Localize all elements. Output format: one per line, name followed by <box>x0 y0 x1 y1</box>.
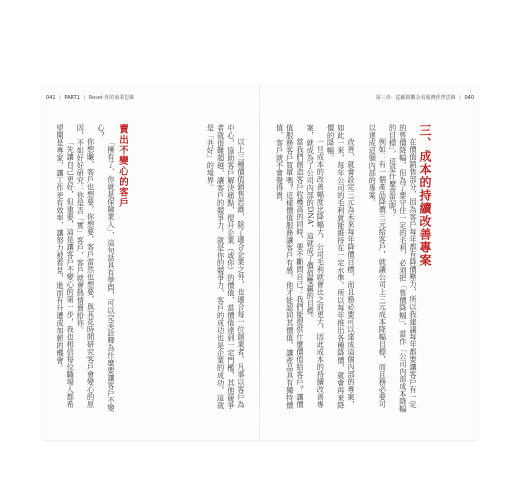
left-page-body <box>142 124 246 414</box>
part-label: PART1 <box>64 95 80 101</box>
paragraph: 例如：有一個產品降價三元給客戶，就讓公司上三元成本降幅目標，而且務必要可以達成這個內部的專案。 <box>368 124 388 409</box>
paragraph: 改善，就會設定三元為未來每年降價目標，而且務必要可以達成這個內部的專案，如此一來，每年公司的毛利就能維持在一定水準。所以每年推出各種降價，就會再來降價的降幅。 <box>326 124 356 409</box>
header-separator: | <box>83 95 86 101</box>
part-title: Reset 你的商業思維 <box>88 95 135 101</box>
book-gutter <box>259 84 260 440</box>
right-page-section <box>366 124 432 414</box>
paragraph: 「擁有了，你就是保險業人」，這句話具有學問，可以完美詮釋為什麼要讓客戶不變心？ <box>96 124 116 413</box>
left-page-header <box>46 92 134 104</box>
header-separator: | <box>59 95 61 101</box>
paragraph: 當我們創造客戶收穫高的同時，要不斷問自己：我們能提供什麼價值給客戶？讓價值服務客戶買單嗎？這樣價值服務讓客戶有感，他才能認同其價值，讓產品具有獨特價值，客戶就不會覺得貴。 <box>275 124 305 409</box>
book-spread <box>42 84 478 440</box>
paragraph: 你想賺，客戶也想要，你想要，客戶當然也想要，與其花時間研究客戶會變心的原因，不如好好研究：你是否「實」客戶，客戶就會熱情賣給你。 <box>76 124 96 409</box>
subhead: 賣出不變心的客戶 <box>117 124 128 208</box>
right-page-header <box>376 92 474 104</box>
chapter-title: 第三章：從顧問觀念看服務經營思維 <box>375 95 456 101</box>
right-page-body <box>274 124 356 414</box>
left-page-section <box>54 124 128 414</box>
paragraph: 一旦成本的改善幅度比降幅大，公司毛利就會比之前更大，因此成本的持續改善專案，就成為了公司內部的DNA，這就成了價值雙贏的目標。 <box>306 124 326 409</box>
paragraph: 「先讓自己更好，但重要，這是讓客戶不變心的第一步，我也相信每位職場人都希望開是專家，讓工作更有效率，讓努力被看見，進而有升遷或加薪的機會。 <box>55 124 76 409</box>
paragraph: 以上三種價值銷售思維，除了適合企業之外，也適合每一位創業者。凡事以客戶為中心，協助客戶解決痛點，提升企業（或你）的價值，當價值達到一定門檻，其他競爭者就很難超越，讓客戶的競爭力，就是你的競爭力，客戶的成功也是企業的成功，這就是「共好」的境界。 <box>206 124 246 409</box>
left-page-number: 041 <box>46 95 56 101</box>
section-title: 三、成本的持續改善專案 <box>418 124 432 267</box>
header-separator: | <box>459 95 461 101</box>
paragraph: 在價值銷售部分，因為客戶每年都有降價壓力，所以我建議每年都要讓客戶有一定的售價降幅，但為了要守住一定的毛利，必須把「售價降幅」，當作「公司內部成本降幅的目標」，這是什麼意思呢？ <box>388 124 418 413</box>
right-page-number: 040 <box>464 95 474 101</box>
